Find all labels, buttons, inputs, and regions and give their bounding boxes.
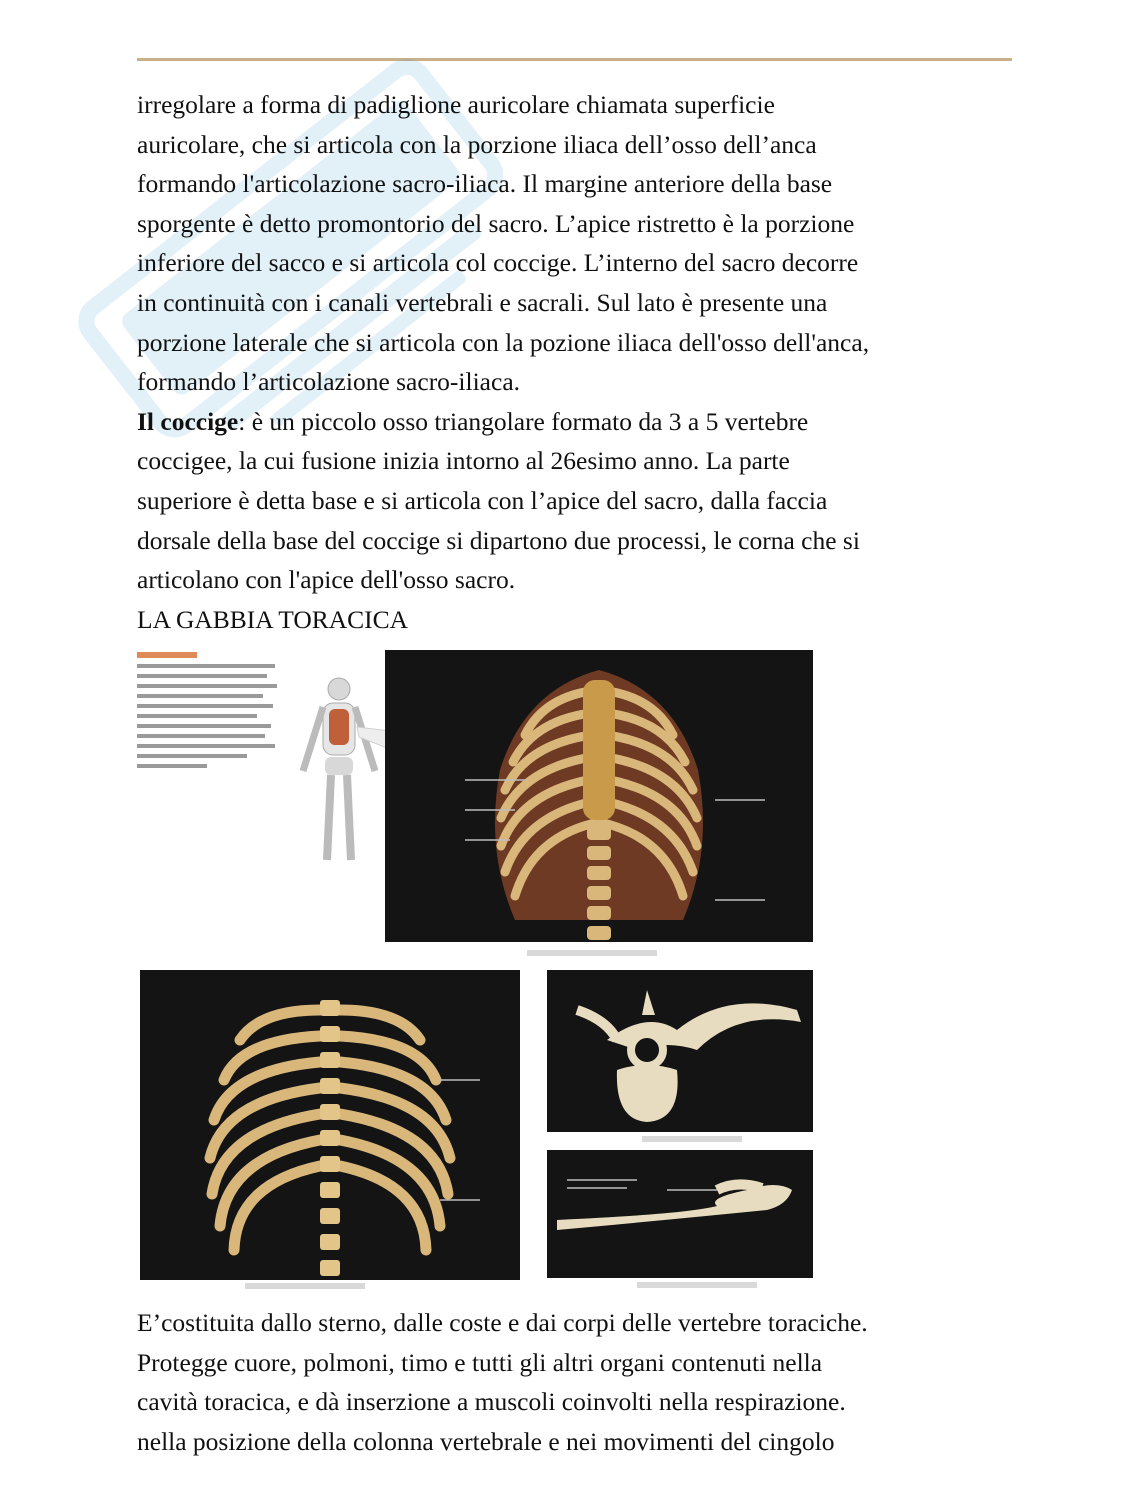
- text-line: sporgente è detto promontorio del sacro. L’apice ristretto è la porzione: [137, 208, 855, 238]
- text-line: dorsale della base del coccige si dipartono due processi, le corna che si: [137, 525, 860, 555]
- body-text-bottom: [137, 1303, 1017, 1461]
- text-line: inferiore del sacco e si articola col coccige. L’interno del sacro decorre: [137, 248, 859, 278]
- figure-legend-blurred: [137, 650, 282, 775]
- header-rule: [137, 58, 1012, 61]
- section-heading: LA GABBIA TORACICA: [137, 604, 409, 634]
- text-line: coccigee, la cui fusione inizia intorno al 26esimo anno. La parte: [137, 446, 790, 476]
- panel-superior-view: [547, 970, 813, 1132]
- text-line: formando l'articolazione sacro-iliaca. Il margine anteriore della base: [137, 169, 833, 199]
- caption-superior-blurred: [642, 1136, 742, 1142]
- caption-posterior-blurred: [245, 1283, 365, 1289]
- text-line: irregolare a forma di padiglione auricolare chiamata superficie: [137, 90, 775, 119]
- panel-anterior-view: [385, 650, 813, 942]
- text-line: articolano con l'apice dell'osso sacro.: [137, 565, 516, 595]
- text-line: superiore è detta base e si articola con l’apice del sacro, dalla faccia: [137, 485, 828, 515]
- text-line: porzione laterale che si articola con la pozione iliaca dell'osso dell'anca,: [137, 327, 870, 357]
- coccyx-first-line: [137, 402, 1017, 442]
- text-line: cavità toracica, e dà inserzione a muscoli coinvolti nella respirazione.: [137, 1387, 846, 1417]
- rib-illustration: [547, 1150, 813, 1278]
- rib-cage-posterior-illustration: [140, 970, 520, 1280]
- text-line: in continuità con i canali vertebrali e sacrali. Sul lato è presente una: [137, 287, 828, 317]
- rib-cage-anterior-illustration: [385, 650, 813, 942]
- panel-posterior-view: [140, 970, 520, 1280]
- caption-rib-blurred: [637, 1282, 757, 1288]
- text-line: E’costituita dallo sterno, dalle coste e dai corpi delle vertebre toraciche.: [137, 1308, 868, 1337]
- text-line: auricolare, che si articola con la porzione iliaca dell’osso dell’anca: [137, 129, 817, 159]
- coccyx-term: Il coccige: [137, 406, 239, 436]
- vertebra-rib-superior-illustration: [547, 970, 813, 1132]
- text-line: Protegge cuore, polmoni, timo e tutti gli altri organi contenuti nella: [137, 1347, 823, 1377]
- caption-anterior-blurred: [527, 950, 657, 956]
- coccyx-first-line-rest: : è un piccolo osso triangolare formato da 3 a 5 vertebre: [238, 406, 809, 436]
- panel-rib-view: [547, 1150, 813, 1278]
- text-line: nella posizione della colonna vertebrale e nei movimenti del cingolo: [137, 1426, 835, 1456]
- thoracic-cage-figure: [137, 645, 827, 1295]
- text-line: formando l’articolazione sacro-iliaca.: [137, 367, 521, 397]
- body-text-top: [137, 85, 1017, 639]
